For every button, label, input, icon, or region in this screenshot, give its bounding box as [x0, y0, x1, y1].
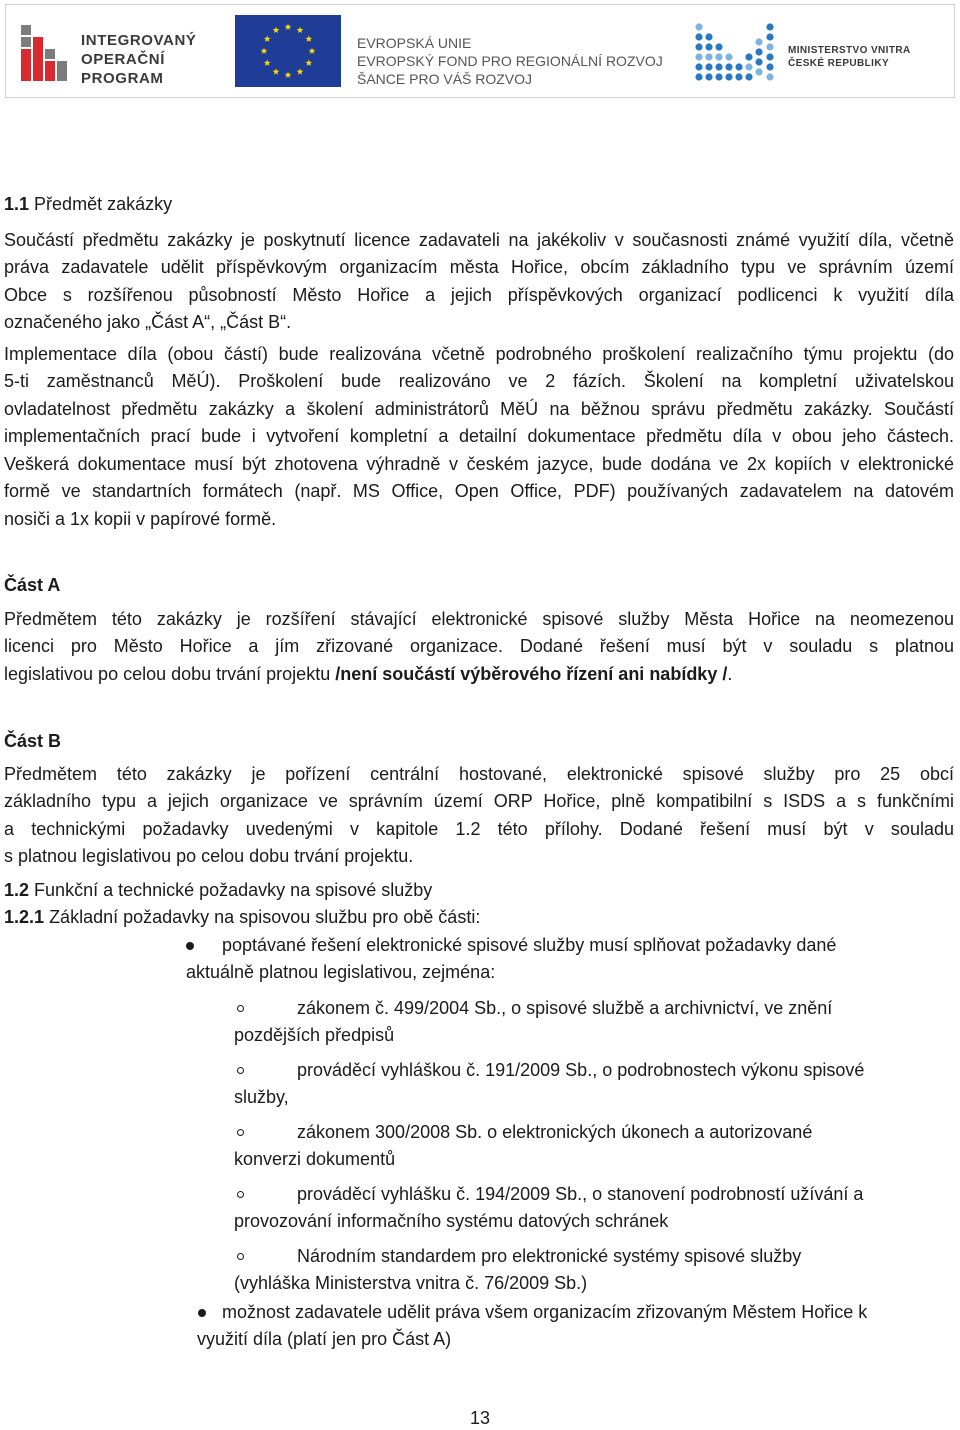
paragraph-line: Obce s rozšířenou působností Město Hořice a jejich příspěvkových organizací podlicenci k využití díla	[4, 284, 954, 305]
ministry-logo-dot	[695, 53, 702, 60]
sub-bullet-marker	[237, 1191, 244, 1198]
ministry-logo-dot	[755, 58, 762, 65]
ministry-logo-dot	[735, 73, 742, 80]
sub-bullet-marker	[237, 1253, 244, 1260]
section-heading-1-2	[4, 877, 954, 905]
ministry-logo-text	[788, 44, 911, 70]
section-number: 1.2	[4, 879, 30, 900]
iop-logo-block	[21, 25, 31, 35]
ministry-logo-dot	[745, 63, 752, 70]
ministry-logo-dot	[705, 63, 712, 70]
list-item-text: využití díla (platí jen pro Část A)	[197, 1329, 452, 1349]
sub-bullet-marker	[237, 1067, 244, 1074]
iop-logo-block	[21, 37, 31, 47]
part-b-heading: Část B	[4, 730, 62, 751]
iop-logo-block	[21, 49, 31, 81]
ministry-logo-dot	[705, 43, 712, 50]
list-item-line	[4, 1326, 954, 1354]
list-item-line	[4, 1146, 954, 1174]
bullet-marker	[198, 1309, 206, 1317]
sub-bullet-marker	[237, 1129, 244, 1136]
ministry-logo-dot	[745, 53, 752, 60]
list-item-text: možnost zadavatele udělit práva všem organizacím zřizovaným Městem Hořice k	[222, 1301, 868, 1322]
list-item-line	[4, 1208, 954, 1236]
list-item-text: provozování informačního systému datových schránek	[234, 1211, 669, 1231]
eu-logo-line: EVROPSKÁ UNIE	[357, 35, 472, 51]
paragraph-line: práva zadavatele udělit příspěvkovým organizacím města Hořice, obcím základního typu ve správním území	[4, 257, 954, 277]
section-number: 1.2.1	[4, 907, 45, 927]
paragraph-line: licenci pro Město Hořice a jím zřizované organizace. Dodané řešení musí být v souladu s platnou	[4, 636, 954, 656]
ministry-logo-dot	[695, 43, 702, 50]
list-item-line	[4, 995, 954, 1023]
paragraph-line: Implementace díla (obou částí) bude realizována včetně podrobného proškolení realizačního týmu projektu (do	[4, 343, 954, 364]
paragraph-line: nosiči a 1x kopii v papírové formě.	[4, 508, 277, 529]
list-item-line	[4, 932, 954, 960]
paragraph-line	[4, 661, 954, 689]
ministry-logo-dot	[705, 53, 712, 60]
ministry-logo-line: MINISTERSTVO VNITRA	[788, 45, 911, 56]
paragraph-line: formě ve standartních formátech (např. MS Office, Open Office, PDF) používaných zadavatelem na datovém	[4, 481, 954, 501]
list-item-text: prováděcí vyhlášku č. 194/2009 Sb., o stanovení podrobností užívání a	[297, 1183, 864, 1204]
eu-logo-line: ŠANCE PRO VÁŠ ROZVOJ	[357, 71, 533, 87]
bullet-marker	[186, 942, 194, 950]
part-b-paragraph	[4, 761, 954, 871]
ministry-logo-dot	[715, 43, 722, 50]
ministry-logo-dot	[695, 63, 702, 70]
sub-list-item	[4, 1057, 954, 1112]
ministry-logo-dot	[725, 53, 732, 60]
ministry-logo-dot	[755, 68, 762, 75]
line-end: .	[727, 663, 733, 684]
list-item-line	[4, 1270, 954, 1298]
list-item	[4, 932, 954, 987]
list-item-line	[4, 1299, 954, 1327]
sub-list-item	[4, 1181, 954, 1236]
section-title: Předmět zakázky	[34, 194, 173, 214]
ministry-logo-dot	[695, 23, 702, 30]
ministry-logo-dot	[755, 48, 762, 55]
ministry-logo-dot	[695, 33, 702, 40]
iop-logo-line: OPERAČNÍ	[81, 51, 165, 68]
paragraph-line: označeného jako „Část A“, „Část B“.	[4, 312, 292, 332]
ministry-logo-dot	[705, 33, 712, 40]
sub-list-item	[4, 1243, 954, 1298]
paragraph-line: Veškerá dokumentace musí být zhotovena výhradně v českém jazyce, bude dodána ve 2x kopiích v elektronické	[4, 453, 954, 474]
iop-logo-block	[57, 61, 67, 81]
list-item-text: zákonem č. 499/2004 Sb., o spisové službě a archivnictví, ve znění	[297, 997, 833, 1018]
sub-list-item	[4, 995, 954, 1050]
ministry-logo-dot	[755, 38, 762, 45]
list-item-line	[4, 1181, 954, 1209]
ministry-logo-dot	[725, 73, 732, 80]
list-item-line	[4, 959, 954, 987]
licence-paragraph	[4, 227, 954, 337]
ministry-logo-dot	[735, 63, 742, 70]
paragraph-line: základního typu a jejich organizace ve správním území ORP Hořice, plně kompatibilní s ISDS a s funkčními	[4, 791, 954, 811]
ministry-logo-dot	[715, 73, 722, 80]
list-item-text: prováděcí vyhláškou č. 191/2009 Sb., o podrobnostech výkonu spisové	[297, 1059, 865, 1080]
list-item-text: aktuálně platnou legislativou, zejména:	[186, 962, 496, 982]
list-item-line	[4, 1022, 954, 1050]
ministry-logo-dot	[766, 73, 773, 80]
part-a-heading: Část A	[4, 575, 61, 595]
iop-logo-line: PROGRAM	[81, 70, 164, 87]
list-item-text: konverzi dokumentů	[234, 1149, 396, 1169]
eu-logo-line: EVROPSKÝ FOND PRO REGIONÁLNÍ ROZVOJ	[357, 53, 663, 69]
paragraph-line: a technickými požadavky uvedenými v kapitole 1.2 této přílohy. Dodané řešení musí být v souladu	[4, 818, 954, 839]
list-item-text: Národním standardem pro elektronické systémy spisové služby	[297, 1245, 802, 1266]
list-item-text: poptávané řešení elektronické spisové služby musí splňovat požadavky dané	[222, 934, 837, 955]
document-body	[4, 191, 954, 1354]
list-item	[4, 1299, 954, 1354]
eu-logo-text	[357, 34, 663, 88]
ministry-logo-line: ČESKÉ REPUBLIKY	[788, 58, 890, 69]
bold-note: /není součástí výběrového řízení ani nabídky /	[335, 663, 728, 684]
list-item-text: pozdějších předpisů	[234, 1025, 395, 1045]
section-heading-1-1	[4, 191, 954, 219]
ministry-logo-dot	[766, 43, 773, 50]
list-item-line	[4, 1084, 954, 1112]
eu-flag-icon	[235, 15, 341, 87]
ministry-logo-dot	[715, 63, 722, 70]
paragraph-line: Předmětem této zakázky je rozšíření stávající elektronické spisové služby Města Hořice na neomezenou	[4, 608, 954, 629]
sub-list-item	[4, 1119, 954, 1174]
section-number: 1.1	[4, 194, 30, 214]
section-title: Funkční a technické požadavky na spisové služby	[34, 879, 433, 900]
implementation-paragraph	[4, 341, 954, 534]
sub-bullet-marker	[237, 1005, 244, 1012]
list-item-line	[4, 1119, 954, 1147]
paragraph-line: s platnou legislativou po celou dobu trvání projektu.	[4, 846, 414, 866]
section-heading-1-2-1	[4, 904, 954, 932]
list-item-text: zákonem 300/2008 Sb. o elektronických úkonech a autorizované	[297, 1121, 813, 1142]
iop-logo-block	[45, 61, 55, 81]
ministry-logo-dot	[766, 23, 773, 30]
iop-logo-icon	[21, 25, 73, 81]
iop-logo-text	[81, 31, 197, 88]
paragraph-line: Předmětem této zakázky je pořízení centrální hostované, elektronické spisové služby pro 25 obcí	[4, 763, 954, 784]
iop-logo-line: INTEGROVANÝ	[81, 32, 197, 49]
list-item-line	[4, 1243, 954, 1271]
paragraph-line: ovladatelnost předmětu zakázky a školení administrátorů MěÚ na běžnou správu předmětu zakázky. Součástí	[4, 398, 954, 419]
ministry-logo-dot	[695, 73, 702, 80]
part-a-paragraph	[4, 606, 954, 689]
logo-banner	[5, 4, 955, 98]
paragraph-line: implementačních prací bude i vytvoření kompletní a detailní dokumentace předmětu díla v obou jeho částech.	[4, 426, 954, 446]
list-item-text: služby,	[234, 1087, 289, 1107]
ministry-logo-dot	[766, 63, 773, 70]
ministry-logo-dot	[766, 33, 773, 40]
paragraph-line: 5-ti zaměstnanců MěÚ). Proškolení bude realizováno ve 2 fázích. Školení na kompletní uživatelskou	[4, 371, 954, 391]
paragraph-line: Součástí předmětu zakázky je poskytnutí licence zadavateli na jakékoliv v současnosti známé využití díla, včetně	[4, 229, 954, 250]
iop-logo-block	[33, 37, 43, 81]
page-number: 13	[469, 1408, 491, 1428]
ministry-logo-icon	[693, 21, 777, 83]
line-text: legislativou po celou dobu trvání projektu	[4, 663, 336, 684]
ministry-logo-dot	[745, 73, 752, 80]
section-title: Základní požadavky na spisovou službu pro obě části:	[49, 907, 481, 927]
iop-logo-block	[45, 49, 55, 59]
ministry-logo-dot	[725, 63, 732, 70]
ministry-logo-dot	[705, 73, 712, 80]
list-item-text: (vyhláška Ministerstva vnitra č. 76/2009 Sb.)	[234, 1273, 588, 1293]
ministry-logo-dot	[715, 53, 722, 60]
ministry-logo-dot	[766, 53, 773, 60]
list-item-line	[4, 1057, 954, 1085]
